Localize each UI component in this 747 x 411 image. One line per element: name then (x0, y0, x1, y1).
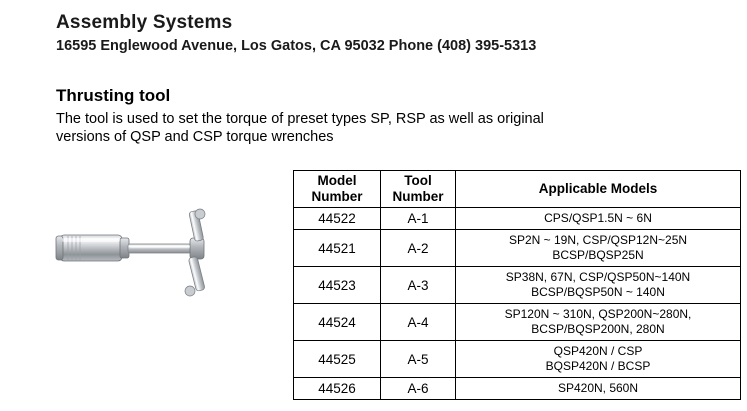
cell-tool-number: A-2 (381, 230, 456, 267)
table-header-row (294, 171, 741, 208)
table-row (294, 304, 741, 341)
cell-tool-number: A-1 (381, 208, 456, 230)
cell-applicable-models: QSP420N / CSP BQSP420N / BCSP (456, 341, 741, 378)
column-header-model-number (294, 171, 381, 208)
cell-applicable-models: CPS/QSP1.5N ~ 6N (456, 208, 741, 230)
cell-applicable-models: SP38N, 67N, CSP/QSP50N~140N BCSP/BQSP50N ~ 140N (456, 267, 741, 304)
company-name: Assembly Systems (56, 12, 233, 33)
thrusting-tool-illustration (50, 205, 280, 315)
column-header-tool-line2: Number (392, 189, 444, 204)
cell-tool-number: A-3 (381, 267, 456, 304)
table-row (294, 267, 741, 304)
cell-tool-number: A-5 (381, 341, 456, 378)
specification-table (293, 170, 741, 400)
product-description: The tool is used to set the torque of preset types SP, RSP as well as original versions of QSP and CSP torque wrenches (56, 111, 544, 145)
cell-model-number: 44522 (294, 208, 381, 230)
cell-applicable-models: SP120N ~ 310N, QSP200N~280N, BCSP/BQSP200N, 280N (456, 304, 741, 341)
cell-applicable-models: SP2N ~ 19N, CSP/QSP12N~25N BCSP/BQSP25N (456, 230, 741, 267)
company-address: 16595 Englewood Avenue, Los Gatos, CA 95032 Phone (408) 395-5313 (56, 38, 537, 54)
table-row (294, 208, 741, 230)
cell-model-number: 44521 (294, 230, 381, 267)
cell-model-number: 44523 (294, 267, 381, 304)
cell-model-number: 44525 (294, 341, 381, 378)
cell-tool-number: A-6 (381, 378, 456, 400)
cell-applicable-models: SP420N, 560N (456, 378, 741, 400)
table-row (294, 378, 741, 400)
column-header-tool-line1: Tool (404, 173, 432, 188)
cell-model-number: 44524 (294, 304, 381, 341)
table-row (294, 230, 741, 267)
cell-model-number: 44526 (294, 378, 381, 400)
column-header-applicable-models: Applicable Models (456, 171, 741, 208)
column-header-model-line2: Number (311, 189, 363, 204)
cell-tool-number: A-4 (381, 304, 456, 341)
product-title: Thrusting tool (56, 86, 171, 105)
column-header-model-line1: Model (317, 173, 357, 188)
column-header-tool-number (381, 171, 456, 208)
table-row (294, 341, 741, 378)
table-body (294, 208, 741, 400)
